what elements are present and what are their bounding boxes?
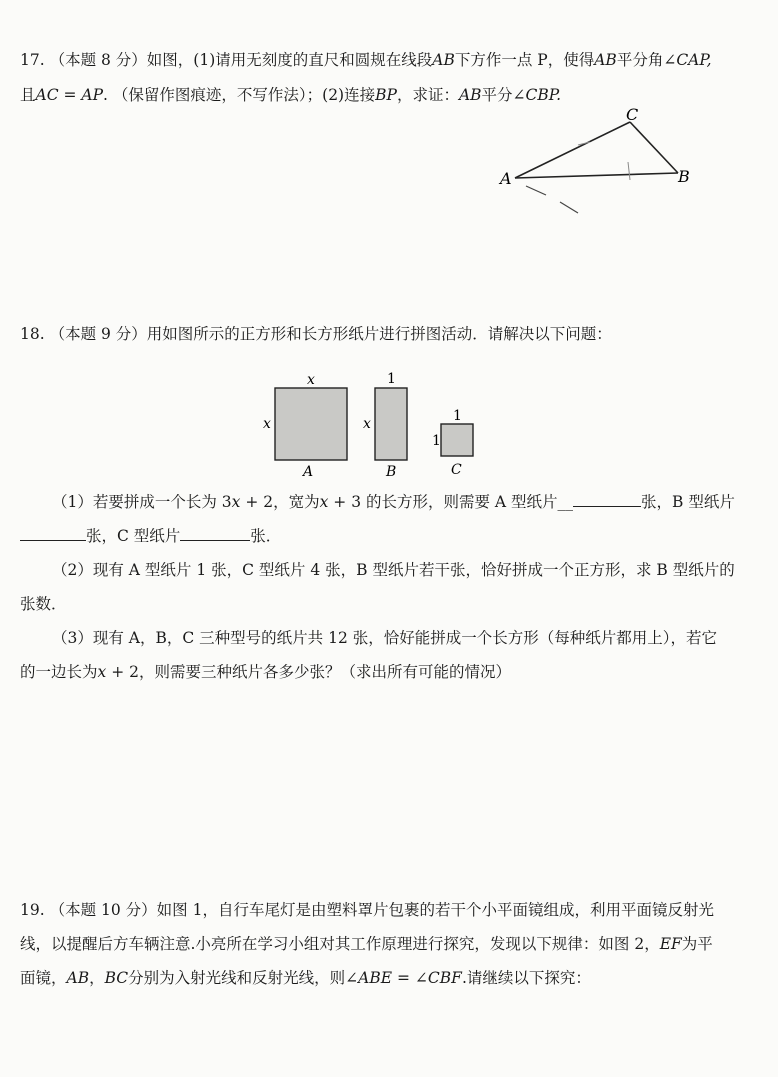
label-c: C [626,105,639,124]
q18-text: （1）若要拼成一个长为 3 [52,493,232,511]
q19-line2 [20,932,758,956]
answer-blank-c[interactable] [180,524,250,541]
q17-text: . （保留作图痕迹，不写作法）；(2)连接 [103,86,376,104]
square-c-name: C [451,462,462,478]
q17-text: 下方作一点 P，使得 [454,51,595,69]
q17-text: 平分角∠ [616,51,677,69]
q17-math-ab: AB [458,86,482,104]
q18-math-x: x [319,493,329,511]
q19-text: .请继续以下探究： [461,969,591,987]
q19-text: ， [89,969,105,987]
q19-text: 面镜， [20,969,67,987]
q19-line3 [20,966,758,990]
construction-trace [560,202,578,213]
segment-ac [515,122,630,178]
q18-part1-line2 [20,524,758,548]
rect-b [375,388,407,460]
q18-part2-line2: 张数． [20,595,67,613]
q18-math-x: x [231,493,241,511]
rect-b-name: B [386,464,397,480]
q18-part3-line1: （3）现有 A，B，C 三种型号的纸片共 12 张，恰好能拼成一个长方形（每种纸片都用上），若它 [52,629,717,647]
rect-b-side-label: x [363,416,371,432]
q18-text: 的一边长为 [20,663,98,681]
q19-math-ab: AB [66,969,90,987]
q17-line1 [20,48,758,72]
square-c-side-label: 1 [432,433,441,449]
square-a [275,388,347,460]
q18-text: 张． [250,527,282,545]
q18-part3-line2 [20,660,758,684]
q19-text: 为平 [681,935,713,953]
q18-title: 18. （本题 9 分）用如图所示的正方形和长方形纸片进行拼图活动．请解决以下问题： [20,325,612,343]
q17-text: ，求证： [396,86,459,104]
label-b: B [678,167,690,186]
answer-blank-a[interactable] [573,490,641,507]
q17-math-ab: AB [594,51,617,69]
q17-math-bp: BP [375,86,397,104]
q17-text: 平分∠ [481,86,526,104]
label-a: A [500,169,512,188]
q17-text: 且 [20,86,36,104]
q18-text: + 2，则需要三种纸片各多少张？（求出所有可能的情况） [106,663,511,681]
q17-math-ab: AB [432,51,455,69]
q17-math-cap: CAP, [676,51,712,69]
square-a-side-label: x [263,416,271,432]
q19-text: 线，以提醒后方车辆注意.小亮所在学习小组对其工作原理进行探究，发现以下规律：如图 2， [20,935,660,953]
q19-text: 分别为入射光线和反射光线，则∠ [128,969,359,987]
q18-part2-line1: （2）现有 A 型纸片 1 张，C 型纸片 4 张，B 型纸片若干张，恰好拼成一个正方形，求 B 型纸片的 [52,561,735,579]
q18-text: + 2，宽为 [240,493,320,511]
q18-text: 张，B 型纸片 [641,493,735,511]
answer-blank-b[interactable] [20,524,86,541]
q18-paper-figure [255,368,495,483]
q18-text: + 3 的长方形，则需要 A 型纸片__ [328,493,574,511]
q17-text: 17. （本题 8 分）如图，(1)请用无刻度的直尺和圆规在线段 [20,51,433,69]
q17-triangle-figure [490,100,720,230]
q19-math-abe: ABE [358,969,393,987]
construction-mark [628,162,630,180]
square-a-name: A [303,464,314,480]
construction-trace [526,186,546,195]
square-a-top-label: x [307,372,315,388]
q18-text: 张，C 型纸片 [86,527,181,545]
segment-cb [630,122,678,173]
q17-math-cbp: CBP. [525,86,562,104]
rect-b-top-label: 1 [387,371,396,387]
q19-math-cbf: CBF [427,969,462,987]
segment-ab [515,173,678,178]
q18-math-x: x [97,663,107,681]
q19-math-ef: EF [659,935,682,953]
q19-line1: 19. （本题 10 分）如图 1，自行车尾灯是由塑料罩片包裹的若干个小平面镜组成，利用平面镜反射光 [20,901,714,919]
q19-math-bc: BC [104,969,129,987]
square-c-top-label: 1 [453,408,462,424]
q17-math-ac-ap: AC = AP [35,86,104,104]
q19-text: = ∠ [392,969,428,987]
q18-part1-line1 [52,490,758,514]
square-c [441,424,473,456]
